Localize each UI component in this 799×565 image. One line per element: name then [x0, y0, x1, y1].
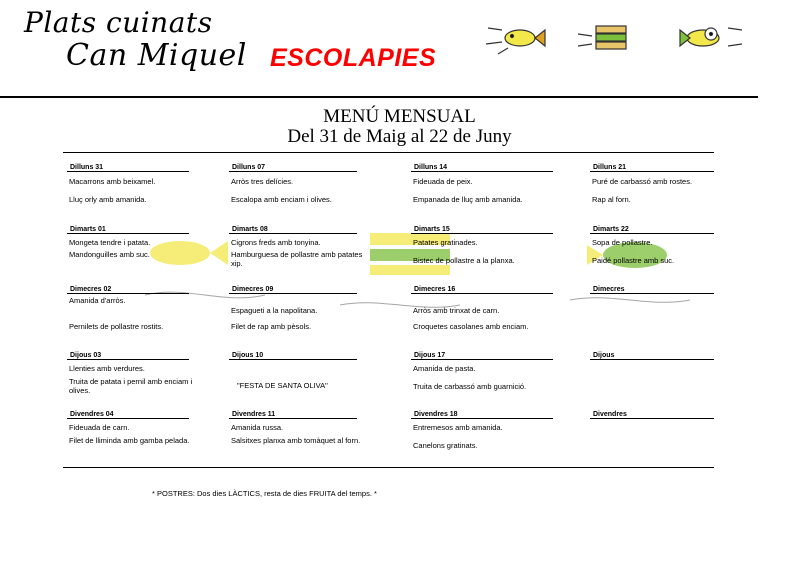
menu-dish-festival: "FESTA DE SANTA OLIVA" [237, 381, 328, 390]
day-header: Dimecres 09 [229, 285, 357, 294]
day-header: Dimarts 08 [229, 225, 357, 234]
day-header: Dimecres [590, 285, 714, 294]
logo-line2: Can Miquel [66, 38, 247, 73]
fish-icon [486, 28, 545, 54]
menu-dish: Llenties amb verdures. [69, 364, 145, 373]
menu-dish: Canelons gratinats. [413, 441, 478, 450]
menu-dish: Amanida russa. [231, 423, 284, 432]
green-fish-icon [680, 28, 742, 46]
day-header: Dimarts 22 [590, 225, 714, 234]
school-name: ESCOLAPIES [270, 44, 437, 72]
day-header: Dijous 03 [67, 351, 189, 360]
desserts-footnote: * POSTRES: Dos dies LÀCTICS, resta de dies FRUITA del temps. * [152, 489, 377, 498]
menu-dish: Pernilets de pollastre rostits. [69, 322, 164, 331]
day-header: Divendres 04 [67, 410, 189, 419]
menu-dish: Amanida de pasta. [413, 364, 476, 373]
menu-dish: Patates gratinades. [413, 238, 478, 247]
menu-dish: Filet de lliminda amb gamba pelada. [69, 436, 190, 445]
menu-dish: Cigrons freds amb tonyina. [231, 238, 321, 247]
menu-dish: Escalopa amb enciam i olives. [231, 195, 332, 204]
day-header: Divendres [590, 410, 714, 419]
day-header: Dimecres 02 [67, 285, 189, 294]
day-header: Dilluns 31 [67, 163, 189, 172]
menu-date-range: Del 31 de Maig al 22 de Juny [287, 126, 512, 147]
day-header: Dilluns 21 [590, 163, 714, 172]
sandwich-fish-icon [578, 26, 626, 49]
menu-dish: Puré de carbassó amb rostes. [592, 177, 693, 186]
menu-dish: Arròs amb trinxat de carn. [413, 306, 500, 315]
day-header: Dijous 10 [229, 351, 357, 360]
menu-dish: Mandonguilles amb suc. [69, 250, 150, 259]
day-header: Dijous 17 [411, 351, 553, 360]
menu-dish: Fideuada de carn. [69, 423, 130, 432]
header-divider [0, 96, 758, 98]
menu-dish: Truita de carbassó amb guarnició. [413, 382, 527, 391]
menu-dish: Rap al forn. [592, 195, 631, 204]
day-header: Dimarts 15 [411, 225, 553, 234]
day-header: Dilluns 14 [411, 163, 553, 172]
menu-dish: Hamburguesa de pollastre amb patates xip. [231, 250, 363, 268]
menu-dish: Mongeta tendre i patata. [69, 238, 151, 247]
menu-dish: Filet de rap amb pèsols. [231, 322, 312, 331]
menu-dish: Espagueti a la napolitana. [231, 306, 318, 315]
menu-dish: Salsitxes planxa amb tomàquet al forn. [231, 436, 361, 445]
day-header: Dimarts 01 [67, 225, 189, 234]
day-header: Divendres 11 [229, 410, 357, 419]
logo-line1: Plats cuinats [24, 6, 213, 39]
menu-title: MENÚ MENSUAL [323, 106, 476, 127]
menu-dish: Amanida d'arròs. [69, 296, 126, 305]
title-divider [63, 152, 714, 153]
menu-dish: Empanada de lluç amb amanida. [413, 195, 523, 204]
menu-dish: Fideuada de peix. [413, 177, 473, 186]
menu-dish: Paidé pollastre amb suc. [592, 256, 675, 265]
menu-dish: Sopa de pollastre. [592, 238, 653, 247]
menu-dish: Entremesos amb amanida. [413, 423, 503, 432]
table-bottom-divider [63, 467, 714, 468]
menu-dish: Truita de patata i pernil amb enciam i olives. [69, 377, 193, 395]
day-header: Dijous [590, 351, 714, 360]
menu-dish: Macarrons amb beixamel. [69, 177, 156, 186]
day-header: Divendres 18 [411, 410, 553, 419]
menu-dish: Bistec de pollastre a la planxa. [413, 256, 515, 265]
header-fish-illustration [478, 14, 748, 60]
menu-dish: Lluç orly amb amanida. [69, 195, 147, 204]
day-header: Dimecres 16 [411, 285, 553, 294]
menu-dish: Arròs tres delícies. [231, 177, 294, 186]
menu-dish: Croquetes casolanes amb enciam. [413, 322, 529, 331]
day-header: Dilluns 07 [229, 163, 357, 172]
